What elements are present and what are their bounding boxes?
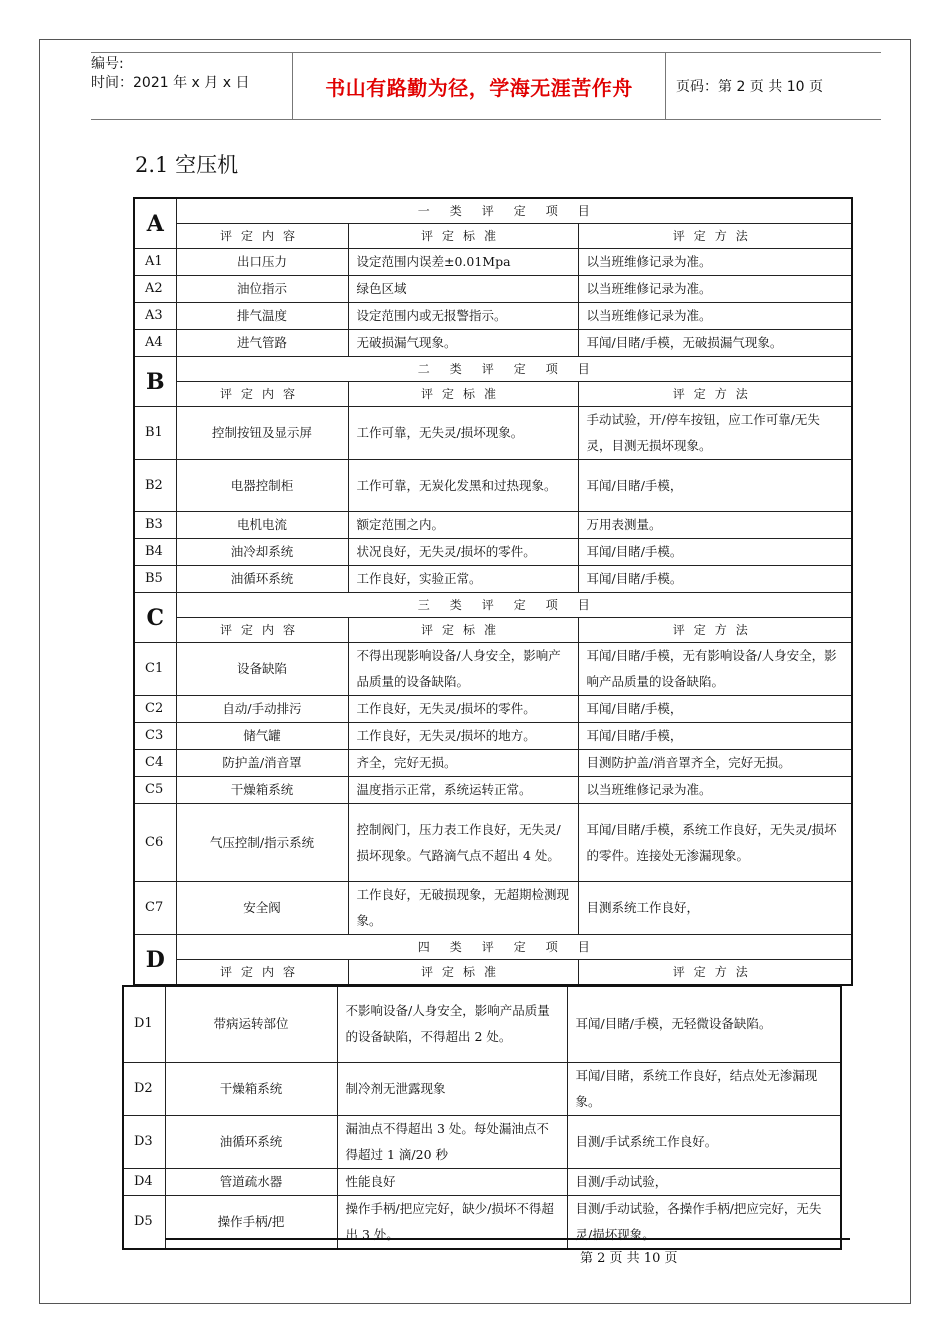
document-time: 时间：2021 年 x 月 x 日 [91, 75, 250, 91]
row-item: 带病运转部位 [165, 986, 337, 1062]
table-row [134, 777, 852, 804]
row-item: 油位指示 [176, 276, 348, 303]
group-letter: B [134, 357, 176, 407]
row-standard: 操作手柄/把应完好，缺少/损坏不得超出 3 处。 [337, 1195, 567, 1249]
table-row [134, 460, 852, 512]
row-method: 耳闻/目睹/手模。 [578, 539, 852, 566]
table-row [134, 696, 852, 723]
table-row [134, 539, 852, 566]
row-method: 耳闻/目睹/手模， [578, 460, 852, 512]
row-standard: 不得出现影响设备/人身安全，影响产品质量的设备缺陷。 [348, 643, 578, 696]
row-method: 目测/手试系统工作良好。 [567, 1115, 841, 1168]
table-row [134, 566, 852, 593]
row-method: 目测系统工作良好， [578, 882, 852, 935]
row-method: 以当班维修记录为准。 [578, 249, 852, 276]
row-code: B3 [134, 512, 176, 539]
row-method: 以当班维修记录为准。 [578, 777, 852, 804]
row-standard: 漏油点不得超出 3 处。每处漏油点不得超过 1 滴/20 秒 [337, 1115, 567, 1168]
row-standard: 工作可靠，无炭化发黑和过热现象。 [348, 460, 578, 512]
table-row [134, 330, 852, 357]
row-code: D3 [123, 1115, 165, 1168]
row-standard: 温度指示正常，系统运转正常。 [348, 777, 578, 804]
category-title: 一类评定项目 [176, 198, 852, 224]
document-number-label: 编号: [91, 56, 124, 72]
table-row [123, 986, 841, 1062]
row-code: C6 [134, 804, 176, 882]
header-left [91, 53, 293, 119]
row-item: 自动/手动排污 [176, 696, 348, 723]
row-method: 耳闻/目睹/手模，无有影响设备/人身安全，影响产品质量的设备缺陷。 [578, 643, 852, 696]
category-row [134, 198, 852, 224]
row-standard: 不影响设备/人身安全，影响产品质量的设备缺陷，不得超出 2 处。 [337, 986, 567, 1062]
table-row [134, 249, 852, 276]
row-standard: 设定范围内误差±0.01Mpa [348, 249, 578, 276]
table-row [134, 750, 852, 777]
column-header-standard: 评定标准 [348, 618, 578, 643]
table-row [134, 804, 852, 882]
column-header-item: 评定内容 [176, 382, 348, 407]
column-header-row [134, 960, 852, 986]
bottom-rule [165, 1238, 850, 1240]
row-item: 干燥箱系统 [165, 1062, 337, 1115]
row-code: C5 [134, 777, 176, 804]
row-method: 以当班维修记录为准。 [578, 276, 852, 303]
table-row [134, 512, 852, 539]
row-standard: 工作可靠，无失灵/损坏现象。 [348, 407, 578, 460]
row-method: 耳闻/目睹/手模， [578, 696, 852, 723]
row-item: 管道疏水器 [165, 1168, 337, 1195]
column-header-standard: 评定标准 [348, 960, 578, 986]
column-header-row [134, 224, 852, 249]
row-item: 安全阀 [176, 882, 348, 935]
column-header-row [134, 618, 852, 643]
row-method: 手动试验，开/停车按钮，应工作可靠/无失灵，目测无损坏现象。 [578, 407, 852, 460]
row-method: 目测/手动试验，各操作手柄/把应完好，无失灵/损坏现象。 [567, 1195, 841, 1249]
table-row [123, 1168, 841, 1195]
column-header-item: 评定内容 [176, 618, 348, 643]
row-method: 耳闻/目睹/手模。 [578, 566, 852, 593]
row-standard: 控制阀门，压力表工作良好，无失灵/损坏现象。气路滴气点不超出 4 处。 [348, 804, 578, 882]
group-letter: A [134, 198, 176, 249]
row-code: B4 [134, 539, 176, 566]
category-title: 二类评定项目 [176, 357, 852, 382]
row-item: 气压控制/指示系统 [176, 804, 348, 882]
row-code: C2 [134, 696, 176, 723]
row-code: B2 [134, 460, 176, 512]
row-standard: 齐全，完好无损。 [348, 750, 578, 777]
row-item: 控制按钮及显示屏 [176, 407, 348, 460]
row-standard: 额定范围之内。 [348, 512, 578, 539]
row-code: D2 [123, 1062, 165, 1115]
row-code: D4 [123, 1168, 165, 1195]
row-item: 电器控制柜 [176, 460, 348, 512]
row-method: 耳闻/目睹/手模，无轻微设备缺陷。 [567, 986, 841, 1062]
row-item: 干燥箱系统 [176, 777, 348, 804]
group-letter: D [134, 935, 176, 986]
row-standard: 工作良好，无破损现象，无超期检测现象。 [348, 882, 578, 935]
table-row [123, 1115, 841, 1168]
column-header-method: 评定方法 [578, 960, 852, 986]
row-method: 耳闻/目睹/手模，系统工作良好，无失灵/损坏的零件。连接处无渗漏现象。 [578, 804, 852, 882]
row-code: D5 [123, 1195, 165, 1249]
row-item: 进气管路 [176, 330, 348, 357]
group-letter: C [134, 593, 176, 643]
evaluation-table-d-rows [122, 985, 842, 1250]
header-slogan: 书山有路勤为径，学海无涯苦作舟 [293, 53, 666, 119]
row-standard: 无破损漏气现象。 [348, 330, 578, 357]
category-row [134, 593, 852, 618]
row-code: C1 [134, 643, 176, 696]
row-item: 油循环系统 [165, 1115, 337, 1168]
row-code: B5 [134, 566, 176, 593]
row-standard: 绿色区域 [348, 276, 578, 303]
row-item: 油循环系统 [176, 566, 348, 593]
row-standard: 工作良好，无失灵/损坏的地方。 [348, 723, 578, 750]
evaluation-table-top [133, 197, 853, 986]
page-footer: 第 2 页 共 10 页 [580, 1251, 678, 1266]
column-header-item: 评定内容 [176, 224, 348, 249]
row-method: 耳闻/目睹，系统工作良好，结点处无渗漏现象。 [567, 1062, 841, 1115]
row-item: 排气温度 [176, 303, 348, 330]
column-header-item: 评定内容 [176, 960, 348, 986]
table-row [123, 1062, 841, 1115]
row-item: 储气罐 [176, 723, 348, 750]
table-row [134, 407, 852, 460]
row-standard: 状况良好，无失灵/损坏的零件。 [348, 539, 578, 566]
row-code: B1 [134, 407, 176, 460]
table-row [134, 303, 852, 330]
table-row [123, 1195, 841, 1249]
row-code: C7 [134, 882, 176, 935]
table-row [134, 723, 852, 750]
category-row [134, 357, 852, 382]
row-standard: 工作良好，实验正常。 [348, 566, 578, 593]
row-method: 以当班维修记录为准。 [578, 303, 852, 330]
column-header-standard: 评定标准 [348, 382, 578, 407]
column-header-row [134, 382, 852, 407]
row-code: D1 [123, 986, 165, 1062]
row-standard: 设定范围内或无报警指示。 [348, 303, 578, 330]
row-item: 设备缺陷 [176, 643, 348, 696]
row-method: 耳闻/目睹/手模，无破损漏气现象。 [578, 330, 852, 357]
row-code: A2 [134, 276, 176, 303]
row-method: 目测/手动试验， [567, 1168, 841, 1195]
table-row [134, 882, 852, 935]
row-item: 操作手柄/把 [165, 1195, 337, 1249]
row-item: 油冷却系统 [176, 539, 348, 566]
column-header-standard: 评定标准 [348, 224, 578, 249]
section-title: 2.1 空压机 [135, 153, 239, 177]
page-header [91, 52, 881, 120]
row-code: A3 [134, 303, 176, 330]
category-title: 四类评定项目 [176, 935, 852, 960]
row-item: 出口压力 [176, 249, 348, 276]
column-header-method: 评定方法 [578, 224, 852, 249]
row-method: 目测防护盖/消音罩齐全，完好无损。 [578, 750, 852, 777]
row-code: C4 [134, 750, 176, 777]
row-method: 耳闻/目睹/手模， [578, 723, 852, 750]
row-standard: 性能良好 [337, 1168, 567, 1195]
column-header-method: 评定方法 [578, 618, 852, 643]
row-code: A1 [134, 249, 176, 276]
row-standard: 工作良好，无失灵/损坏的零件。 [348, 696, 578, 723]
table-row [134, 276, 852, 303]
row-item: 电机电流 [176, 512, 348, 539]
row-code: C3 [134, 723, 176, 750]
header-page-info: 页码：第 2 页 共 10 页 [676, 79, 823, 95]
row-code: A4 [134, 330, 176, 357]
row-item: 防护盖/消音罩 [176, 750, 348, 777]
row-method: 万用表测量。 [578, 512, 852, 539]
table-row [134, 643, 852, 696]
category-row [134, 935, 852, 960]
category-title: 三类评定项目 [176, 593, 852, 618]
row-standard: 制冷剂无泄露现象 [337, 1062, 567, 1115]
column-header-method: 评定方法 [578, 382, 852, 407]
